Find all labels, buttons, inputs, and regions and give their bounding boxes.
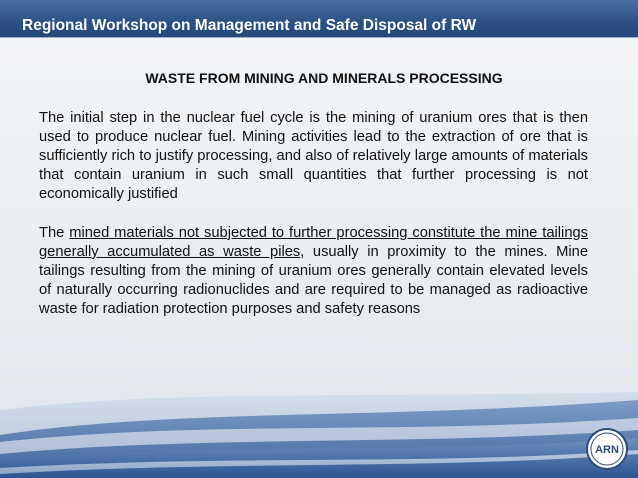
slide-heading: WASTE FROM MINING AND MINERALS PROCESSING — [145, 70, 503, 86]
paragraph-2 — [39, 224, 588, 319]
header-bar — [0, 0, 638, 37]
header-title: Regional Workshop on Management and Safe Disposal of RW — [22, 17, 477, 34]
paragraph-2-lead: The — [39, 225, 70, 241]
logo-text: ARN — [595, 444, 619, 456]
footer-waves — [0, 380, 638, 478]
arn-logo — [586, 428, 628, 470]
paragraph-2-underlined: mined materials not subjected to further processing constitute the mine tailings generally accumulated as waste piles — [39, 225, 589, 260]
paragraph-1: The initial step in the nuclear fuel cycle is the mining of uranium ores that is then used to produce nuclear fuel. Mining activities lead to the extraction of ore that is sufficiently rich to justify processing, and also of relatively large amounts of materials that contain uranium in such small quantities that further processing is not economically justified — [39, 110, 588, 202]
paragraph-2-rest: , usually in proximity to the mines. Mine tailings resulting from the mining of uranium ores generally contain elevated levels of naturally occurring radionuclides and are required to be managed as radioactive waste for radiation protection purposes and safety reasons — [39, 244, 588, 317]
